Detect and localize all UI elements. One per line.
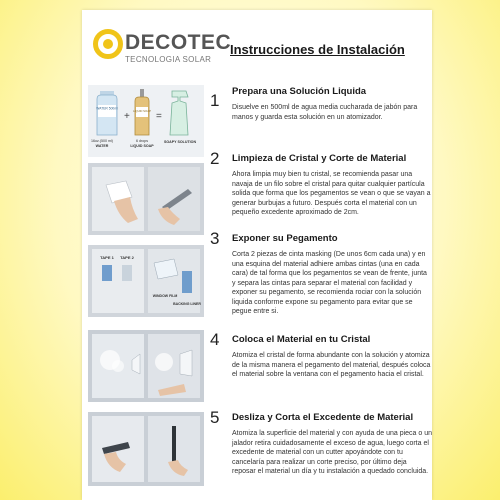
plus-sign: +: [124, 111, 130, 122]
step-3-number: 3: [210, 229, 220, 248]
step-4-illustration: [88, 330, 204, 402]
soap-caption: LIQUID SOAP: [130, 144, 154, 148]
soap-quantity: 6 drops: [136, 139, 148, 143]
step-1-heading: Prepara una Solución Liquida: [232, 86, 367, 97]
step-5-illustration: [88, 412, 204, 486]
step-4-heading: Coloca el Material en tu Cristal: [232, 334, 371, 345]
step-3-body: Corta 2 piezas de cinta masking (De unos 6cm cada una) y en una esquina del material adhiere ambas cintas (una en cada cara) de tal forma que los pegamentos se vean de frente, junta y separa las cintas para separar el material con facilidad y exponer su pegamento, se recomienda rociar con la solución liquida conforme expone su pegamento para evitar que se pegue entre si.: [232, 251, 427, 315]
step-2-heading: Limpieza de Cristal y Corte de Material: [232, 153, 407, 164]
water-quantity: 16oz.(500 ml): [91, 139, 113, 143]
step-2-body: Ahora limpia muy bien tu cristal, se recomienda pasar una navaja de un filo sobre el cristal para quitar cualquier partícula solida que forma que los pegamentos se vean o que se vayan a generar burbujas a futuro. Después corta el material con un pequeño excedente aproximado de 2cm.: [232, 171, 431, 216]
bottle-1-label: WATER 500ml: [96, 106, 118, 111]
step-4-number: 4: [210, 330, 220, 349]
solution-caption: SOAPY SOLUTION: [163, 140, 197, 144]
tape-1-caption: TAPE 1: [100, 255, 114, 260]
squeegee-cut-image: [88, 412, 204, 486]
brand-tagline: TECNOLOGIA SOLAR: [125, 55, 212, 64]
backing-liner-caption: BACKING LINER: [173, 302, 201, 306]
step-2-number: 2: [210, 149, 220, 168]
step-1-body: Disuelve en 500ml de agua media cucharada de jabón para manos y guarda esta solución en un atomizador.: [232, 104, 418, 121]
step-3-illustration: [88, 245, 204, 317]
step-4-body: Atomiza el cristal de forma abundante con la solución y atomiza de la misma manera el pegamento del material, después coloca el material sobre la ventana con el pegamento hacia el cristal.: [232, 352, 431, 378]
step-2-illustration: [88, 163, 204, 235]
water-soap-bottles-image: [88, 85, 204, 157]
bottle-2-label: LIQUID SOAP: [133, 109, 151, 113]
brand-name: DECOTEC: [125, 31, 232, 54]
step-1-number: 1: [210, 91, 220, 110]
step-5-body: Atomiza la superficie del material y con ayuda de una pieca o un jalador retira cuidadosamente el exceso de agua, luego corta el excedente de material con un cutter apoyándote con tu cancelaría para realizar un corte preciso, por último deja reposar el material un día y tu instalación a quedado concluida.: [232, 430, 433, 475]
step-3-heading: Exponer su Pegamento: [232, 233, 338, 244]
cleaning-glass-image: [88, 163, 204, 235]
spray-window-image: [88, 330, 204, 402]
step-5-number: 5: [210, 408, 220, 427]
water-caption: WATER: [95, 144, 109, 148]
sun-logo-icon: [93, 29, 123, 59]
page-title: Instrucciones de Instalación: [230, 42, 405, 57]
tape-peel-image: [88, 245, 204, 317]
step-1-illustration: [88, 85, 204, 157]
step-5-heading: Desliza y Corta el Excedente de Material: [232, 412, 414, 423]
equals-sign: =: [156, 111, 162, 122]
tape-2-caption: TAPE 2: [120, 255, 134, 260]
window-film-caption: WINDOW FILM: [152, 294, 178, 298]
